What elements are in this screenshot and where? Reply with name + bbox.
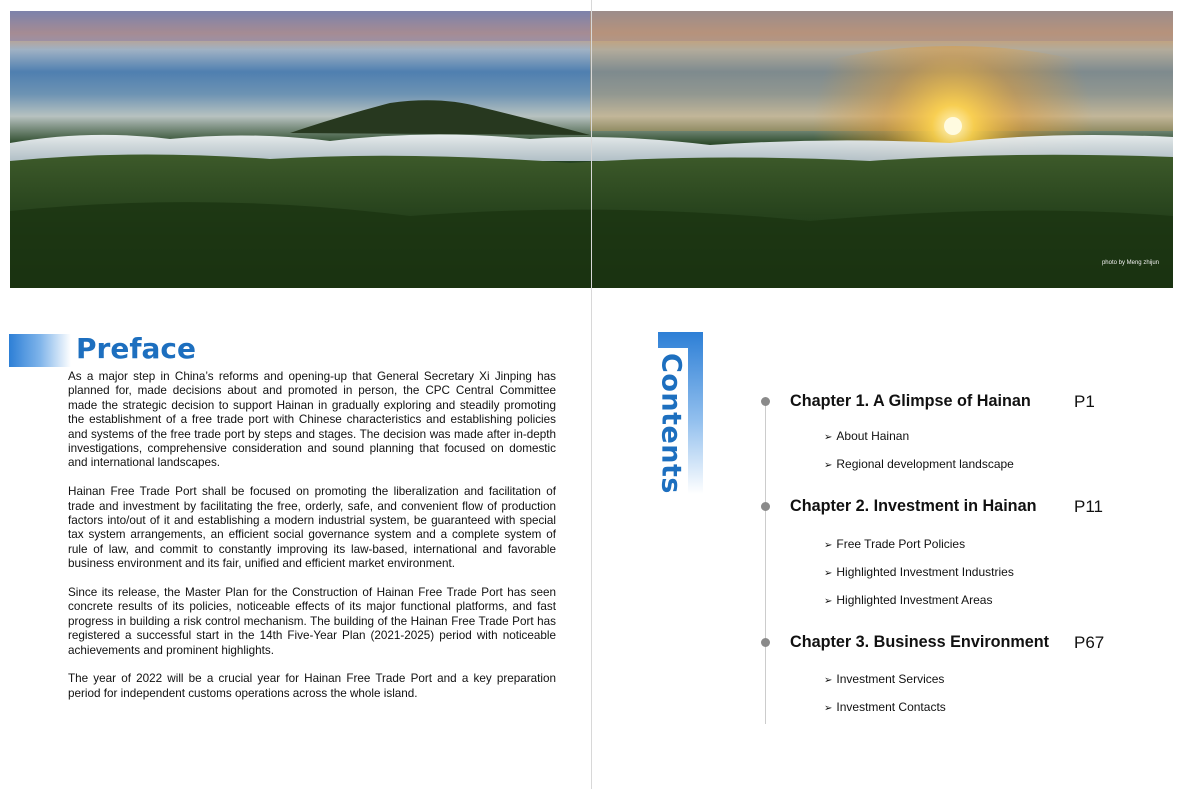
- page-fold-divider: [591, 0, 592, 789]
- preface-paragraph: As a major step in China’s reforms and opening-up that General Secretary Xi Jinping has planned for, made decisions about and promoted in person, the CPC Central Committee made the strategic decision to support Hainan in gradually exploring and steadily promoting the establishment of a free trade port with Chinese characteristics and establishing policies and systems of the free trade port by steps and stages. The decision was made after in-depth investigations, comprehensive consideration and sound planning that focused on domestic and international landscapes.: [68, 370, 556, 470]
- toc-item[interactable]: [824, 672, 944, 686]
- toc-bullet: [761, 502, 770, 511]
- arrow-bullet-icon: ➢: [824, 540, 833, 551]
- preface-body: [68, 370, 556, 716]
- toc-chapter-1-title[interactable]: Chapter 1. A Glimpse of Hainan: [790, 392, 1031, 410]
- toc-chapter-2-title[interactable]: Chapter 2. Investment in Hainan: [790, 497, 1037, 515]
- toc-bullet: [761, 638, 770, 647]
- preface-title: Preface: [76, 332, 196, 365]
- toc-item-label: About Hainan: [836, 429, 910, 443]
- arrow-bullet-icon: ➢: [824, 568, 833, 579]
- toc-timeline: [765, 402, 766, 724]
- arrow-bullet-icon: ➢: [824, 460, 833, 471]
- preface-paragraph: Since its release, the Master Plan for the Construction of Hainan Free Trade Port has seen concrete results of its policies, noticeable effects of its major functional platforms, and fast progress in building a risk control mechanism. The building of the Hainan Free Trade Port has registered a successful start in the 14th Five-Year Plan (2021-2025) period with noticeable achievements and prominent highlights.: [68, 586, 556, 657]
- toc-chapter-1-page: P1: [1074, 392, 1095, 411]
- toc-bullet: [761, 397, 770, 406]
- toc-chapter-2-page: P11: [1074, 497, 1103, 516]
- toc-item-label: Free Trade Port Policies: [836, 537, 966, 551]
- toc-item-label: Regional development landscape: [836, 457, 1014, 471]
- arrow-bullet-icon: ➢: [824, 596, 833, 607]
- toc-chapter-3-page: P67: [1074, 633, 1105, 652]
- toc-item[interactable]: [824, 429, 909, 443]
- preface-paragraph: Hainan Free Trade Port shall be focused on promoting the liberalization and facilitation of trade and investment by facilitating the free, orderly, safe, and convenient flow of production factors into/out of it and establishing a modern industrial system, be guaranteed with special tax system arrangements, an efficient social governance system and a complete system of rule of law, and commit to constantly improving its law-based, international and favorable business environment and its fair, unified and efficient market environment.: [68, 485, 556, 571]
- toc-chapter-3-title[interactable]: Chapter 3. Business Environment: [790, 633, 1050, 651]
- toc-item[interactable]: [824, 537, 965, 551]
- preface-accent-block: [9, 334, 71, 367]
- toc-item-label: Highlighted Investment Areas: [836, 593, 993, 607]
- toc-item[interactable]: [824, 565, 1014, 579]
- toc-item-label: Investment Services: [836, 672, 945, 686]
- contents-title: [655, 352, 687, 494]
- toc-item-label: Highlighted Investment Industries: [836, 565, 1014, 579]
- toc-item-label: Investment Contacts: [836, 700, 946, 714]
- contents-title-text: Contents: [655, 352, 687, 494]
- arrow-bullet-icon: ➢: [824, 675, 833, 686]
- arrow-bullet-icon: ➢: [824, 432, 833, 443]
- arrow-bullet-icon: ➢: [824, 703, 833, 714]
- photo-credit: photo by Meng zhijun: [1101, 260, 1159, 266]
- toc-item[interactable]: [824, 700, 946, 714]
- preface-paragraph: The year of 2022 will be a crucial year for Hainan Free Trade Port and a key preparation period for independent customs operations across the whole island.: [68, 672, 556, 700]
- toc-item[interactable]: [824, 457, 1014, 471]
- toc-item[interactable]: [824, 593, 992, 607]
